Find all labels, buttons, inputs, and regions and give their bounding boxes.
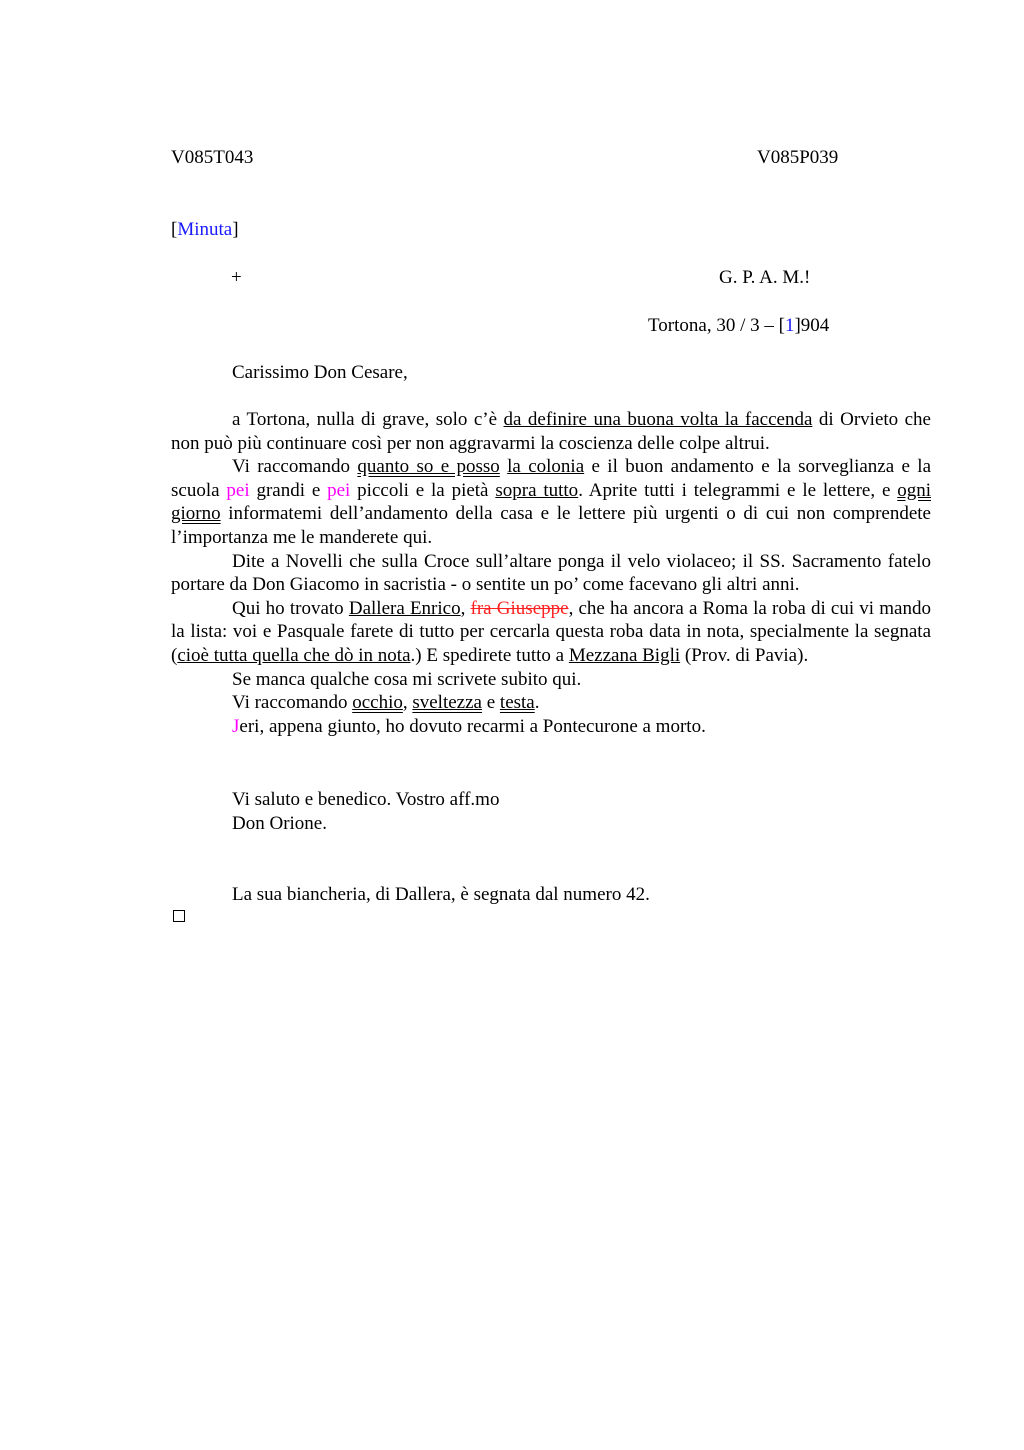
date-suffix: ]904	[794, 315, 830, 336]
paragraph-6: Vi raccomando occhio, sveltezza e testa.	[232, 692, 540, 714]
bracket-close: ]	[232, 219, 239, 240]
end-square-icon	[173, 910, 185, 922]
postscript: La sua biancheria, di Dallera, è segnata dal numero 42.	[232, 884, 650, 905]
closing-signature: Don Orione.	[232, 813, 327, 834]
paragraph-5: Se manca qualche cosa mi scrivete subito qui.	[232, 668, 582, 690]
date-line	[648, 314, 829, 338]
right-code: V085P039	[757, 147, 839, 168]
closing-line-1: Vi saluto e benedico. Vostro aff.mo	[232, 789, 500, 810]
paragraph-2: Vi raccomando quanto so e posso la colonia e il buon andamento e la sorveglianza e la scuola pei grandi e pei piccoli e la pietà sopra tutto. Aprite tutti i telegrammi e le lettere, e ogni giorno informatemi dell’andamento della casa e le lettere più urgenti o di cui non comprendete l’importanza me le manderete qui.	[171, 456, 932, 548]
paragraph-7: Jeri, appena giunto, ho dovuto recarmi a Pontecurone a morto.	[232, 715, 706, 737]
salutation: Carissimo Don Cesare,	[232, 362, 408, 383]
minuta-label	[171, 218, 239, 242]
minuta-word: Minuta	[177, 219, 233, 240]
paragraph-3: Dite a Novelli che sulla Croce sull’altare ponga il velo violaceo; il SS. Sacramento fatelo portare da Don Giacomo in sacristia - o sentite un po’ come facevano gli altri anni.	[171, 550, 931, 596]
date-digit: 1	[784, 315, 795, 336]
bracket-open: [	[171, 219, 178, 240]
date-prefix: Tortona, 30 / 3 – [	[648, 315, 785, 336]
cross-symbol: +	[231, 267, 242, 288]
motto: G. P. A. M.!	[719, 267, 811, 288]
letter-body	[171, 408, 931, 738]
paragraph-4: Qui ho trovato Dallera Enrico, fra Giuseppe, che ha ancora a Roma la roba di cui vi mando la lista: voi e Pasquale farete di tutto per cercarla questa roba data in nota, specialmente la segnata (cioè tutta quella che dò in nota.) E spedirete tutto a Mezzana Bigli (Prov. di Pavia).	[171, 597, 931, 666]
paragraph-1: a Tortona, nulla di grave, solo c’è da definire una buona volta la faccenda di Orvieto che non può più continuare così per non aggravarmi la coscienza delle colpe altrui.	[171, 409, 931, 454]
left-code: V085T043	[171, 147, 254, 168]
